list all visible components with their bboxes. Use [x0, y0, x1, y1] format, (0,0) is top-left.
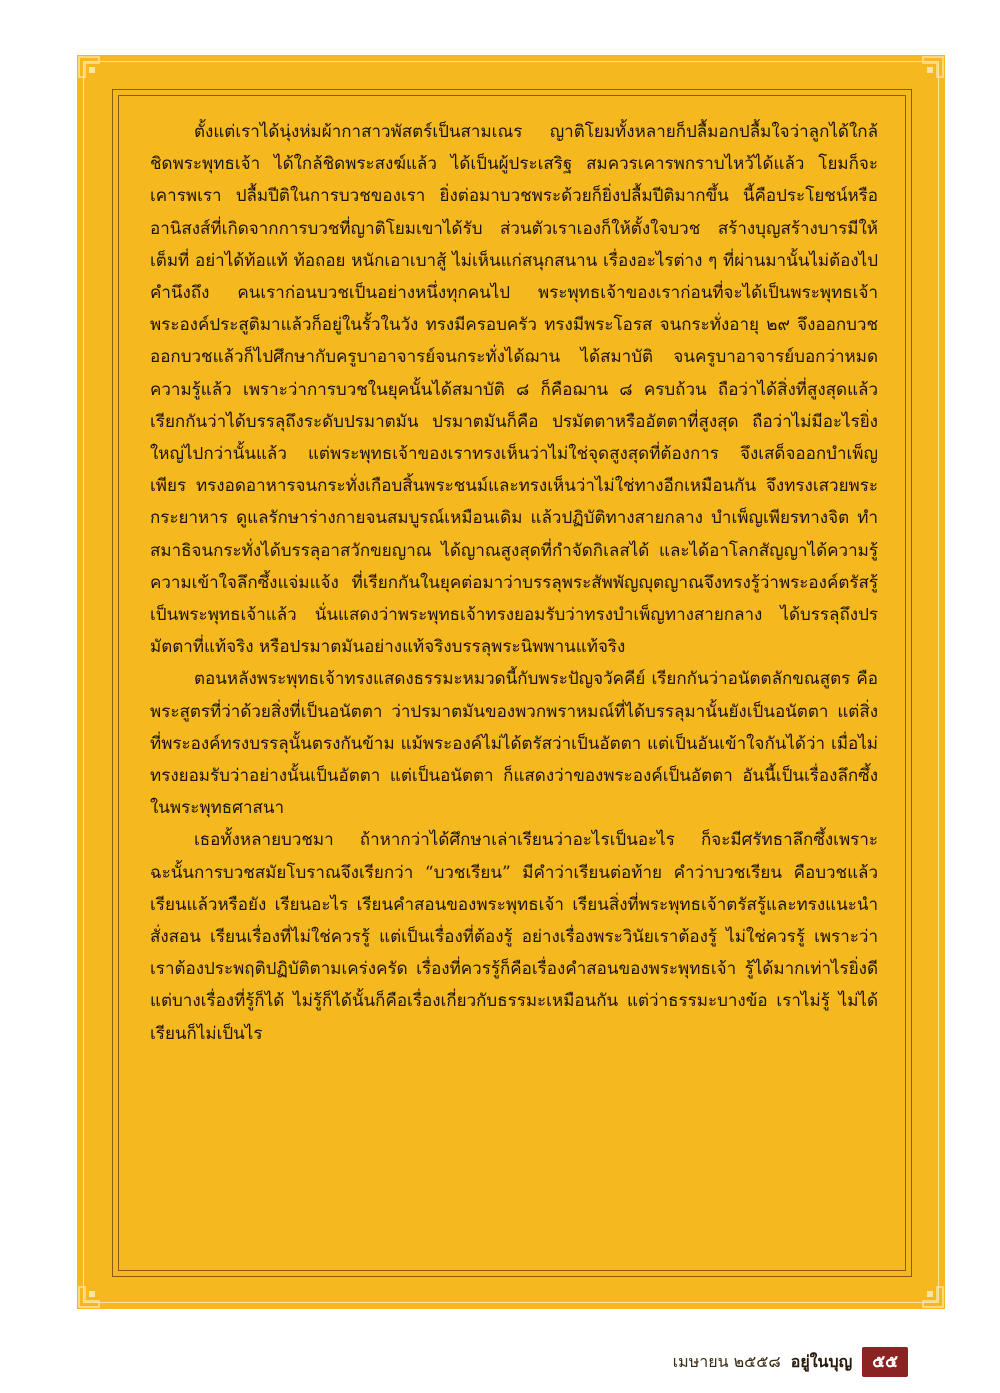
- article-body: [150, 116, 878, 1050]
- magazine-name: อยู่ในบุญ: [790, 1351, 853, 1371]
- article-paragraph: เธอทั้งหลายบวชมา ถ้าหากว่าได้ศึกษาเล่าเรียนว่าอะไรเป็นอะไร ก็จะมีศรัทธาลึกซึ้งเพราะฉะนั้นการบวชสมัยโบราณจึงเรียกว่า “บวชเรียน” มีคำว่าเรียนต่อท้าย คำว่าบวชเรียน คือบวชแล้ว เรียนแล้วหรือยัง เรียนอะไร เรียนคำสอนของพระพุทธเจ้า เรียนสิ่งที่พระพุทธเจ้าตรัสรู้และทรงแนะนำสั่งสอน เรียนเรื่องที่ไม่ใช่ควรรู้ แต่เป็นเรื่องที่ต้องรู้ อย่างเรื่องพระวินัยเราต้องรู้ ไม่ใช่ควรรู้ เพราะว่าเราต้องประพฤติปฏิบัติตามเคร่งครัด เรื่องที่ควรรู้ก็คือเรื่องคำสอนของพระพุทธเจ้า รู้ได้มากเท่าไรยิ่งดี แต่บางเรื่องที่รู้ก็ได้ ไม่รู้ก็ได้นั้นก็คือเรื่องเกี่ยวกับธรรมะเหมือนกัน แต่ว่าธรรมะบางข้อ เราไม่รู้ ไม่ได้เรียนก็ไม่เป็นไร: [150, 830, 878, 1044]
- corner-ornament-icon: [905, 1269, 945, 1309]
- corner-ornament-icon: [905, 55, 945, 95]
- article-paragraph: ตั้งแต่เราได้นุ่งห่มผ้ากาสาวพัสตร์เป็นสามเณร ญาติโยมทั้งหลายก็ปลื้มอกปลื้มใจว่าลูกได้ใกล้ชิดพระพุทธเจ้า ได้ใกล้ชิดพระสงฆ์แล้ว ได้เป็นผู้ประเสริฐ สมควรเคารพกราบไหว้ได้แล้ว โยมก็จะเคารพเรา ปลื้มปีติในการบวชของเรา ยิ่งต่อมาบวชพระด้วยก็ยิ่งปลื้มปีติมากขึ้น นี้คือประโยชน์หรืออานิสงส์ที่เกิดจากการบวชที่ญาติโยมเขาได้รับ ส่วนตัวเราเองก็ให้ตั้งใจบวช สร้างบุญสร้างบารมีให้เต็มที่ อย่าได้ท้อแท้ ท้อถอย หนักเอาเบาสู้ ไม่เห็นแก่สนุกสนาน เรื่องอะไรต่าง ๆ ที่ผ่านมานั้นไม่ต้องไปคำนึงถึง คนเราก่อนบวชเป็นอย่างหนึ่งทุกคนไป พระพุทธเจ้าของเราก่อนที่จะได้เป็นพระพุทธเจ้า พระองค์ประสูติมาแล้วก็อยู่ในรั้วในวัง ทรงมีครอบครัว ทรงมีพระโอรส จนกระทั่งอายุ ๒๙ จึงออกบวช ออกบวชแล้วก็ไปศึกษากับครูบาอาจารย์จนกระทั่งได้ฌาน ได้สมาบัติ จนครูบาอาจารย์บอกว่าหมดความรู้แล้ว เพราะว่าการบวชในยุคนั้นได้สมาบัติ ๘ ก็คือฌาน ๘ ครบถ้วน ถือว่าได้สิ่งที่สูงสุดแล้ว เรียกกันว่าได้บรรลุถึงระดับปรมาตมัน ปรมาตมันก็คือ ปรมัตตาหรืออัตตาที่สูงสุด ถือว่าไม่มีอะไรยิ่งใหญ่ไปกว่านั้นแล้ว แต่พระพุทธเจ้าของเราทรงเห็นว่าไม่ใช่จุดสูงสุดที่ต้องการ จึงเสด็จออกบำเพ็ญเพียร ทรงอดอาหารจนกระทั่งเกือบสิ้นพระชนม์และทรงเห็นว่าไม่ใช่ทางอีกเหมือนกัน จึงทรงเสวยพระกระยาหาร ดูแลรักษาร่างกายจนสมบูรณ์เหมือนเดิม แล้วปฏิบัติทางสายกลาง บำเพ็ญเพียรทางจิต ทำสมาธิจนกระทั่งได้บรรลุอาสวักขยญาณ ได้ญาณสูงสุดที่กำจัดกิเลสได้ และได้อาโลกสัญญาได้ความรู้ความเข้าใจลึกซึ้งแจ่มแจ้ง ที่เรียกกันในยุคต่อมาว่าบรรลุพระสัพพัญญุตญาณจึงทรงรู้ว่าพระองค์ตรัสรู้เป็นพระพุทธเจ้าแล้ว นั่นแสดงว่าพระพุทธเจ้าทรงยอมรับว่าทรงบำเพ็ญทางสายกลาง ได้บรรลุถึงปรมัตตาที่แท้จริง หรือปรมาตมันอย่างแท้จริงบรรลุพระนิพพานแท้จริง: [150, 122, 878, 658]
- corner-ornament-icon: [77, 1269, 117, 1309]
- page-footer: [673, 1349, 908, 1375]
- page-number: ๕๕: [862, 1347, 908, 1377]
- article-paragraph: ตอนหลังพระพุทธเจ้าทรงแสดงธรรมะหมวดนี้กับพระปัญจวัคคีย์ เรียกกันว่าอนัตตลักขณสูตร คือ พระสูตรที่ว่าด้วยสิ่งที่เป็นอนัตตา ว่าปรมาตมันของพวกพราหมณ์ที่ได้บรรลุมานั้นยังเป็นอนัตตา แต่สิ่งที่พระองค์ทรงบรรลุนั้นตรงกันข้าม แม้พระองค์ไม่ได้ตรัสว่าเป็นอัตตา แต่เป็นอันเข้าใจกันได้ว่า เมื่อไม่ทรงยอมรับว่าอย่างนั้นเป็นอัตตา แต่เป็นอนัตตา ก็แสดงว่าของพระองค์เป็นอัตตา อันนี้เป็นเรื่องลึกซึ้งในพระพุทธศาสนา: [150, 669, 878, 819]
- issue-date: เมษายน ๒๕๕๘: [672, 1351, 781, 1371]
- corner-ornament-icon: [77, 55, 117, 95]
